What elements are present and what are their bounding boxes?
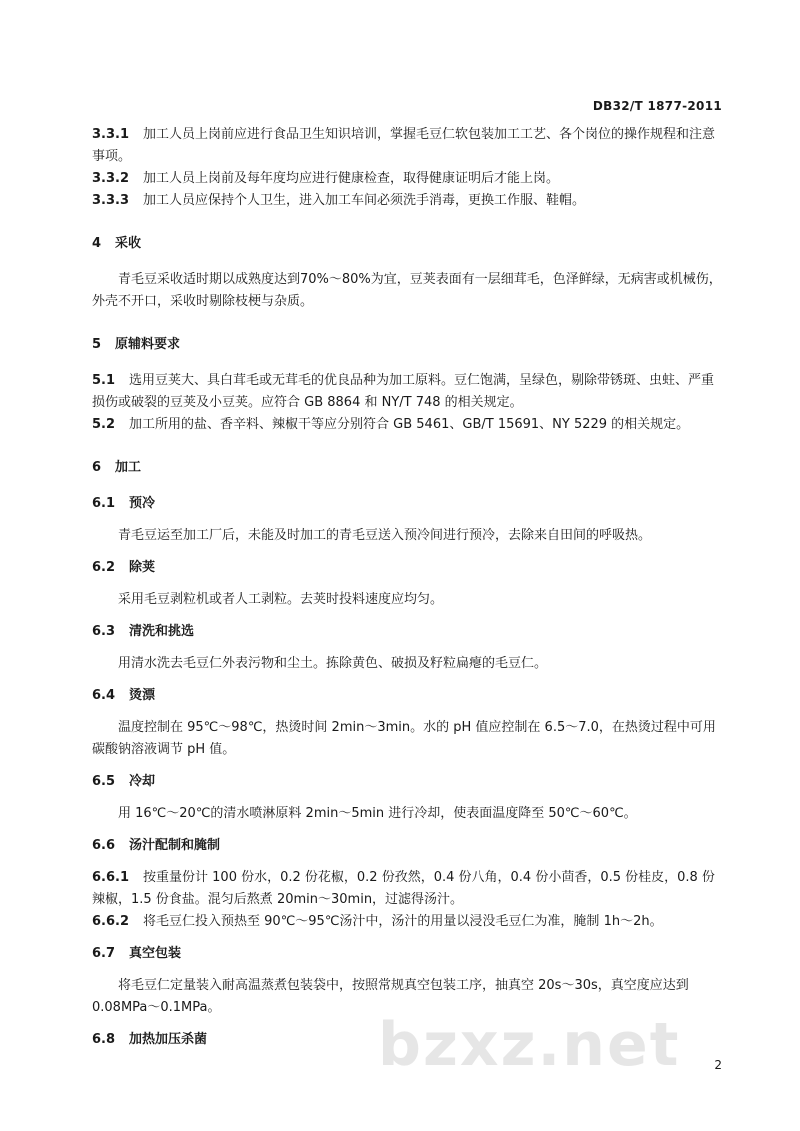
clause-6-4-body: 温度控制在 95℃～98℃，热烫时间 2min～3min。水的 pH 值应控制在 6.5～7.0，在热烫过程中可用碳酸钠溶液调节 pH 值。 (92, 720, 716, 757)
clause-5-2: 5.2 加工所用的盐、香辛料、辣椒干等应分别符合 GB 5461、GB/T 15691、NY 5229 的相关规定。 (92, 417, 690, 432)
clause-3-3-1: 3.3.1 加工人员上岗前应进行食品卫生知识培训，掌握毛豆仁软包装加工工艺、各个岗位的操作规程和注意事项。 (92, 127, 716, 164)
clause-6-3-body: 用清水洗去毛豆仁外表污物和尘土。拣除黄色、破损及籽粒扁瘪的毛豆仁。 (118, 656, 548, 671)
section-4-heading: 4 采收 (92, 236, 142, 251)
clause-6-5-heading: 6.5 冷却 (92, 774, 156, 789)
clause-6-1-body: 青毛豆运至加工厂后，未能及时加工的青毛豆送入预冷间进行预冷，去除来自田间的呼吸热。 (118, 528, 652, 543)
clause-6-6-2: 6.6.2 将毛豆仁投入预热至 90℃～95℃汤汁中，汤汁的用量以浸没毛豆仁为准，腌制 1h～2h。 (92, 914, 663, 929)
clause-6-6-1: 6.6.1 按重量份计 100 份水，0.2 份花椒，0.2 份孜然，0.4 份八角，0.4 份小茴香，0.5 份桂皮，0.8 份辣椒，1.5 份食盐。混匀后熬煮 20min～30min，过滤得汤汁。 (92, 870, 715, 907)
clause-3-3-3: 3.3.3 加工人员应保持个人卫生，进入加工车间必须洗手消毒，更换工作服、鞋帽。 (92, 193, 586, 208)
clause-6-7-heading: 6.7 真空包装 (92, 946, 182, 961)
clause-6-1-heading: 6.1 预冷 (92, 496, 156, 511)
clause-6-3-heading: 6.3 清洗和挑选 (92, 624, 195, 639)
clause-6-4-heading: 6.4 烫漂 (92, 688, 156, 703)
section-4-body: 青毛豆采收适时期以成熟度达到70%～80%为宜，豆荚表面有一层细茸毛，色泽鲜绿，无病害或机械伤，外壳不开口，采收时剔除枝梗与杂质。 (92, 272, 722, 309)
clause-3-3-2: 3.3.2 加工人员上岗前及每年度均应进行健康检查，取得健康证明后才能上岗。 (92, 171, 560, 186)
clause-6-7-body: 将毛豆仁定量装入耐高温蒸煮包装袋中，按照常规真空包装工序，抽真空 20s～30s，真空度应达到 0.08MPa～0.1MPa。 (92, 978, 689, 1015)
clause-5-1: 5.1 选用豆荚大、具白茸毛或无茸毛的优良品种为加工原料。豆仁饱满，呈绿色，剔除带锈斑、虫蛀、严重损伤或破裂的豆荚及小豆荚。应符合 GB 8864 和 NY/T 748 的相关规定。 (92, 373, 715, 410)
clause-6-5-body: 用 16℃～20℃的清水喷淋原料 2min～5min 进行冷却，使表面温度降至 50℃～60℃。 (118, 806, 637, 821)
clause-6-2-body: 采用毛豆剥粒机或者人工剥粒。去荚时投料速度应均匀。 (118, 592, 444, 607)
page-number: 2 (714, 1058, 722, 1072)
section-5-heading: 5 原辅料要求 (92, 337, 181, 352)
standard-code: DB32/T 1877-2011 (592, 99, 722, 113)
section-6-heading: 6 加工 (92, 460, 142, 475)
page-content (92, 124, 726, 1051)
watermark: bzxz.net (378, 1010, 681, 1080)
clause-6-2-heading: 6.2 除荚 (92, 560, 156, 575)
clause-6-6-heading: 6.6 汤汁配制和腌制 (92, 838, 221, 853)
clause-6-8-heading: 6.8 加热加压杀菌 (92, 1032, 208, 1047)
